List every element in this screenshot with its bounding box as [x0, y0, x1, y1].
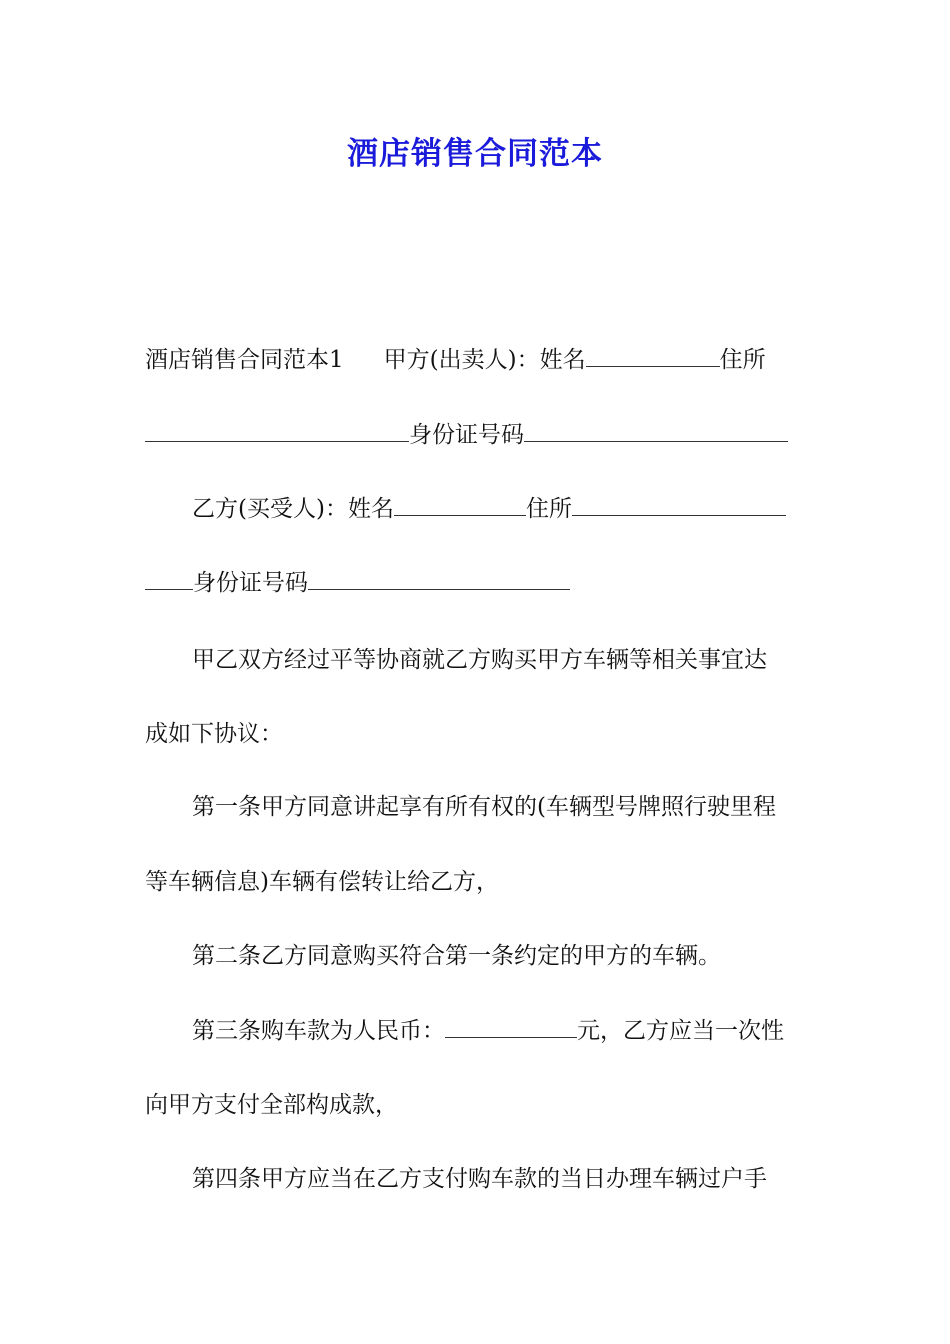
paragraph-line-5: 甲乙双方经过平等协商就乙方购买甲方车辆等相关事宜达 [192, 647, 767, 673]
paragraph-line-12: 第四条甲方应当在乙方支付购车款的当日办理车辆过户手 [192, 1166, 767, 1192]
paragraph-line-1 [145, 345, 810, 375]
party-b-name-label: 乙方(买受人)：姓名 [192, 496, 394, 522]
party-b-id-blank [308, 569, 570, 590]
paragraph-line-2 [145, 420, 810, 450]
document-title: 酒店销售合同范本 [347, 136, 603, 172]
paragraph-line-3 [145, 494, 857, 524]
paragraph-line-8: 等车辆信息)车辆有偿转让给乙方， [145, 869, 499, 895]
price-label: 第三条购车款为人民币： [192, 1018, 445, 1044]
party-b-name-blank [394, 495, 526, 516]
party-a-id-label: 身份证号码 [409, 422, 524, 448]
party-b-address-blank [572, 495, 786, 516]
party-a-address-label: 住所 [719, 347, 766, 373]
party-a-name-blank [586, 346, 720, 367]
party-a-address-blank [145, 421, 409, 442]
section-heading: 酒店销售合同范本1 [145, 347, 344, 373]
party-a-id-blank [524, 421, 788, 442]
party-b-id-label: 身份证号码 [193, 570, 308, 596]
paragraph-line-6: 成如下协议： [145, 721, 283, 747]
paragraph-line-4 [145, 568, 810, 598]
price-blank [445, 1017, 577, 1038]
paragraph-line-9: 第二条乙方同意购买符合第一条约定的甲方的车辆。 [192, 943, 721, 969]
paragraph-line-7: 第一条甲方同意讲起享有所有权的(车辆型号牌照行驶里程 [192, 794, 776, 820]
paragraph-line-10 [145, 1016, 857, 1046]
paragraph-line-11: 向甲方支付全部构成款， [145, 1092, 398, 1118]
party-b-address-blank-cont [145, 569, 193, 590]
price-suffix: 元，乙方应当一次性 [577, 1018, 784, 1044]
party-a-name-label: 甲方(出卖人)：姓名 [383, 347, 586, 373]
party-b-address-label: 住所 [525, 496, 572, 522]
